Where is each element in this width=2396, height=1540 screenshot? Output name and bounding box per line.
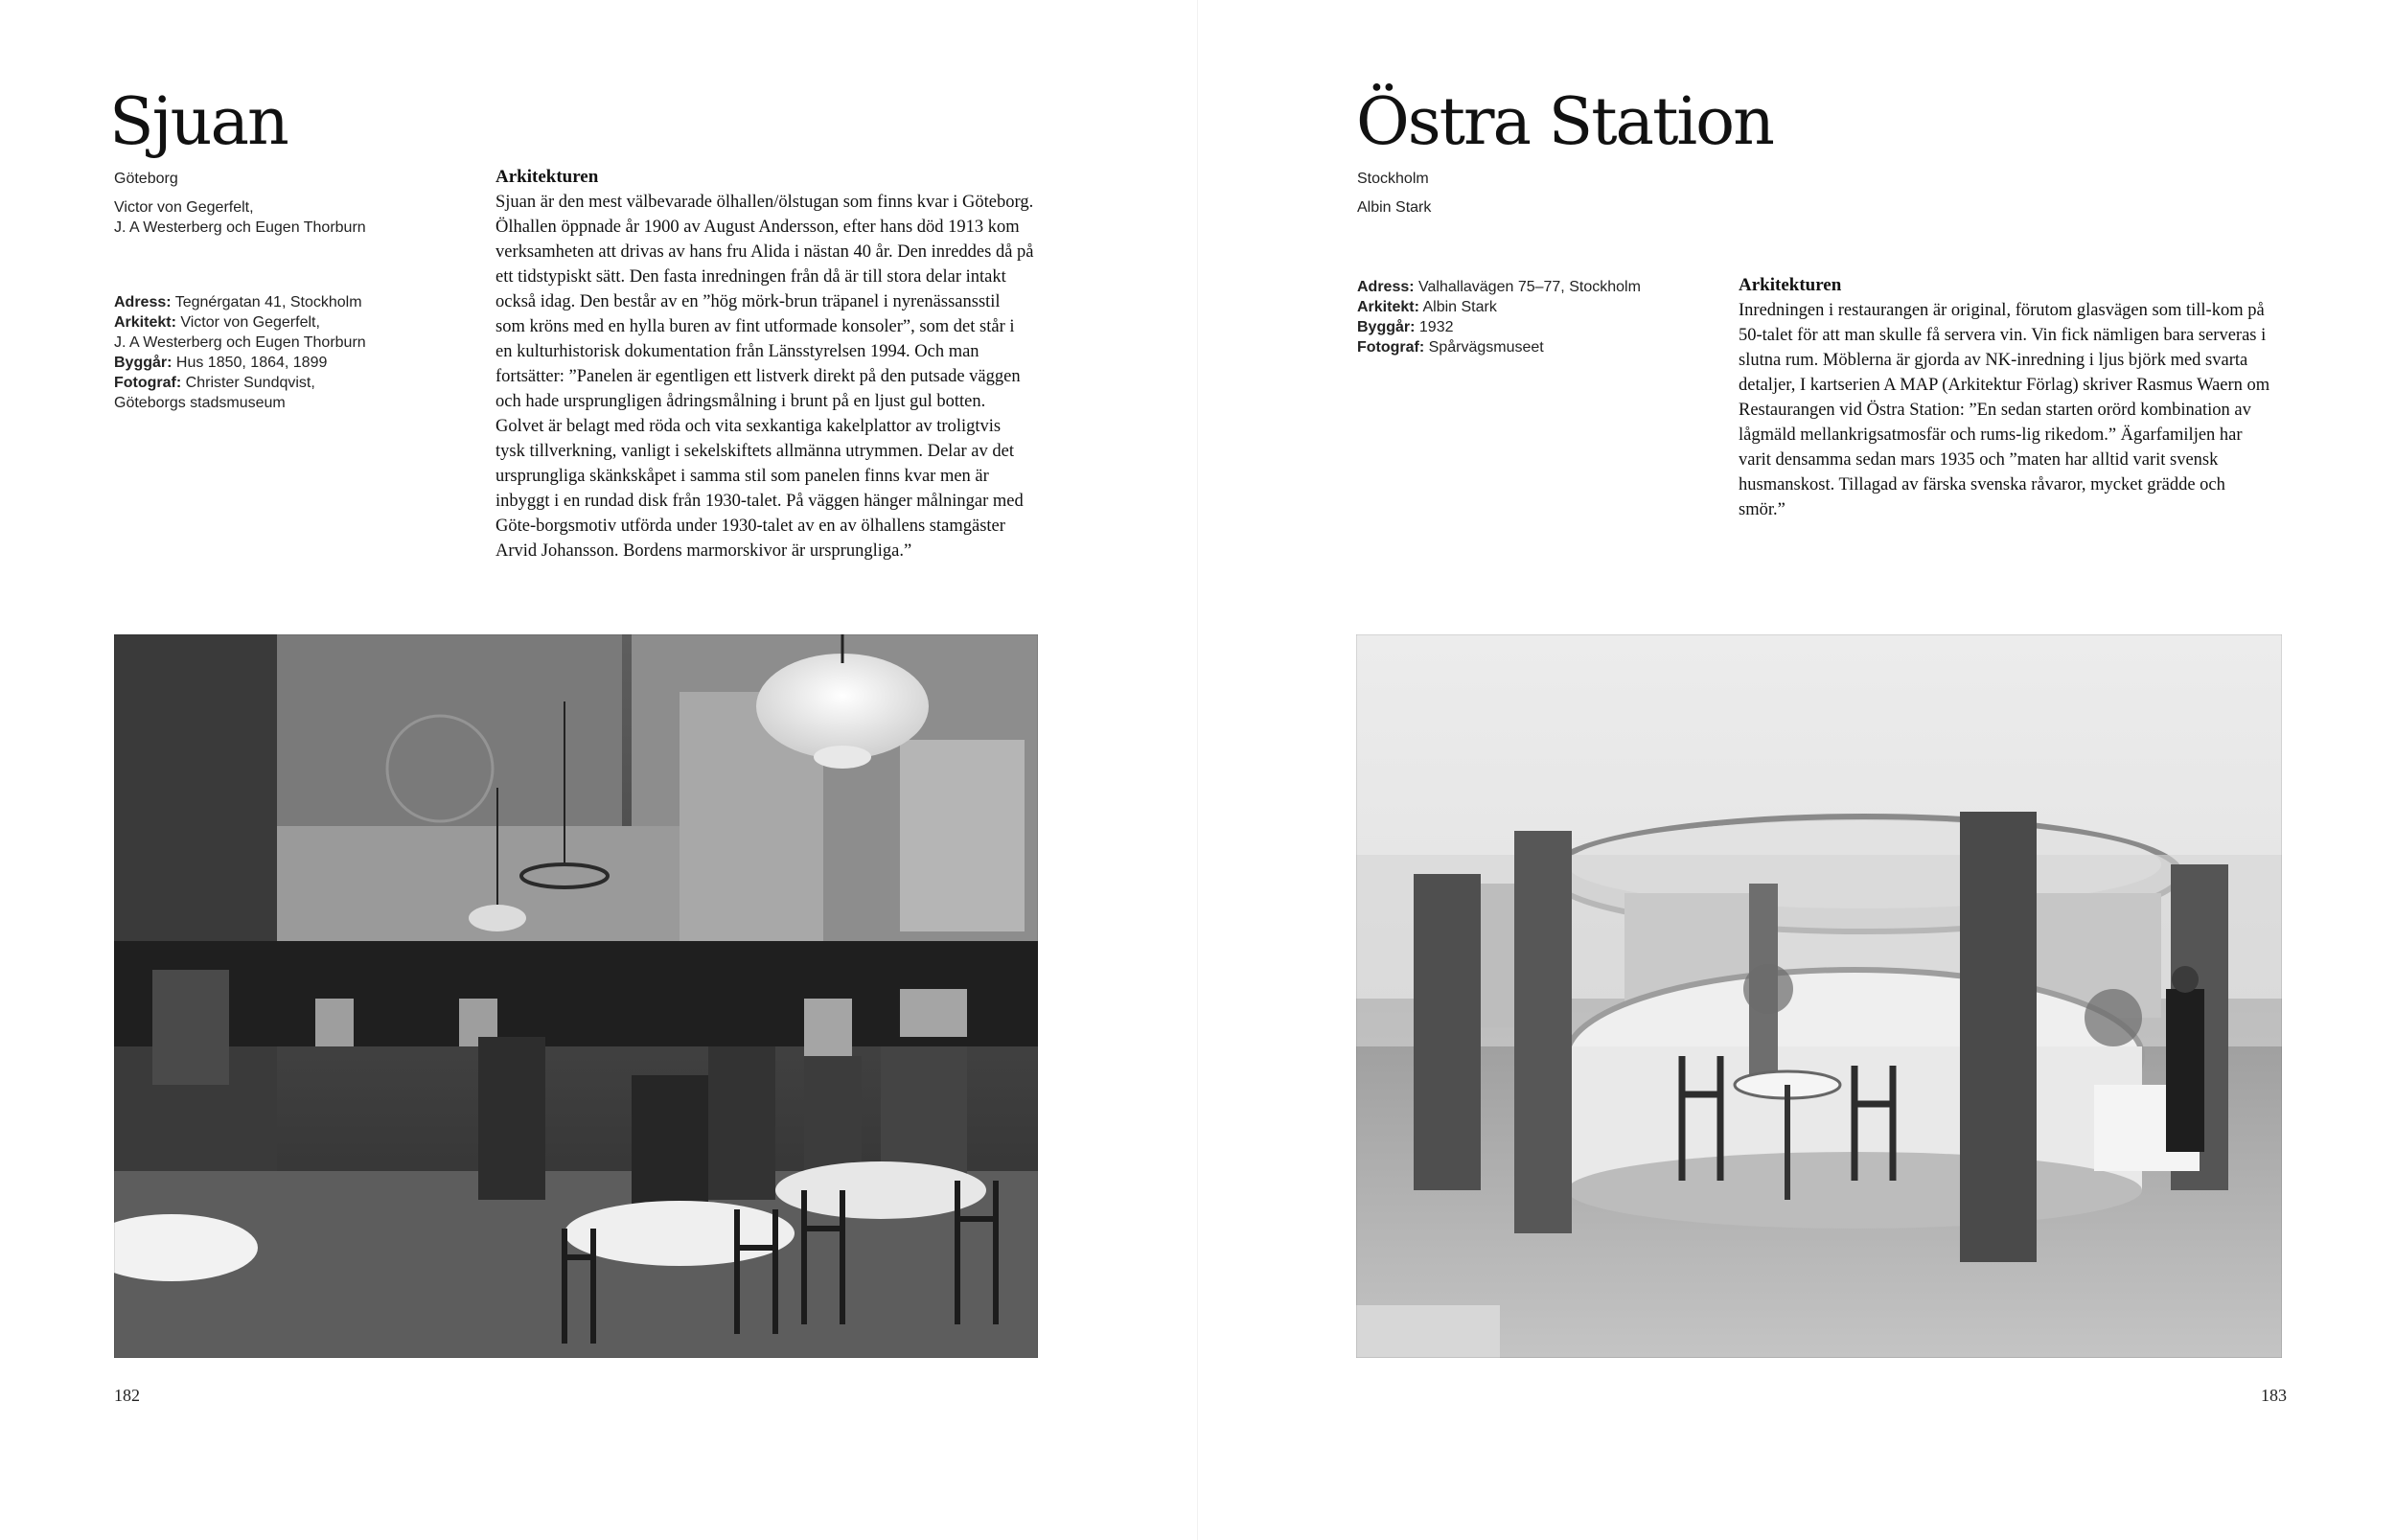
facts-block — [1357, 277, 1641, 357]
adress-row — [114, 292, 366, 312]
fotograf-label: Fotograf: — [1357, 339, 1425, 356]
architecture-heading: Arkitekturen — [1739, 275, 1842, 295]
arkitekt-value-2: J. A Westerberg och Eugen Thorburn — [114, 334, 366, 351]
adress-label: Adress: — [114, 294, 172, 310]
city-label: Göteborg — [114, 171, 178, 187]
byggar-value: Hus 1850, 1864, 1899 — [175, 355, 328, 371]
location-block — [114, 169, 366, 238]
architects-line-2: J. A Westerberg och Eugen Thorburn — [114, 219, 366, 236]
arkitekt-value: Albin Stark — [1422, 299, 1497, 315]
facts-block — [114, 292, 366, 413]
byggar-value: 1932 — [1418, 319, 1454, 335]
arkitekt-row — [1357, 297, 1641, 317]
photo-sjuan-drawing — [114, 634, 1038, 1358]
page-title: Östra Station — [1356, 84, 1773, 160]
photo-sjuan-interior — [114, 634, 1038, 1358]
arkitekt-row — [114, 312, 366, 333]
photo-ostra-station-interior — [1356, 634, 2282, 1358]
fotograf-row — [1357, 337, 1641, 357]
page-title: Sjuan — [109, 84, 288, 160]
byggar-label: Byggår: — [1357, 319, 1416, 335]
arkitekt-value: Victor von Gegerfelt, — [180, 314, 320, 331]
byggar-row — [114, 353, 366, 373]
architect-label: Albin Stark — [1357, 199, 1432, 216]
fotograf-value-2: Göteborgs stadsmuseum — [114, 395, 286, 411]
fotograf-label: Fotograf: — [114, 375, 182, 391]
page-number: 182 — [114, 1386, 140, 1405]
fotograf-row — [114, 373, 366, 393]
arkitekt-label: Arkitekt: — [1357, 299, 1419, 315]
page-number: 183 — [2261, 1386, 2287, 1405]
architecture-heading: Arkitekturen — [495, 167, 599, 187]
architecture-text: Sjuan är den mest välbevarade ölhallen/ölstugan som finns kvar i Göteborg. Ölhallen öppnade år 1900 av August Andersson, efter hans död 1913 kom verksamheten att drivas av hans fru Alida i nästan 40 år. Den inreddes då på ett tidstypiskt sätt. Den fasta inredningen från då är till stora delar intakt också idag. Den består av en ”hög mörk-brun träpanel i nyrenässansstil som kröns med en hylla buren av fint utformade konsoler”, som det står i en kulturhistorisk dokumentation från Länsstyrelsen 1994. Och man fortsätter: ”Panelen är egentligen ett listverk direkt på den putsade väggen och hade ursprungligen ådringsmålning i brunt på en ljust gul botten. Golvet är belagt med röda och vita sexkantiga kakelplattor av troligtvis tysk tillverkning, vanligt i sekelskiftets allmänna utrymmen. Delar av det ursprungliga skänkskåpet i samma stil som panelen finns kvar men är inbyggt i en rundad disk från 1930-talet. På väggen hänger målningar med Göte-borgsmotiv utförda under 1930-talet av en av ölhallens stamgäster Arvid Johansson. Bordens marmorskivor är ursprungliga.” — [495, 193, 1034, 561]
fotograf-value: Spårvägsmuseet — [1428, 339, 1544, 356]
location-block — [1357, 169, 1431, 218]
adress-value: Tegnérgatan 41, Stockholm — [174, 294, 362, 310]
architects-line-1: Victor von Gegerfelt, — [114, 199, 254, 216]
adress-label: Adress: — [1357, 279, 1415, 295]
adress-row — [1357, 277, 1641, 297]
photo-ostra-station-drawing — [1356, 634, 2282, 1358]
city-label: Stockholm — [1357, 171, 1429, 187]
page-right — [1198, 0, 2396, 1540]
byggar-label: Byggår: — [114, 355, 173, 371]
arkitekt-label: Arkitekt: — [114, 314, 176, 331]
architecture-text: Inredningen i restaurangen är original, förutom glasvägen som till-kom på 50-talet för att man skulle få servera vin. Vin fick nämligen bara serveras i slutna rum. Möblerna är gjorda av NK-inredning i ljus björk med svarta detaljer, I kartserien A MAP (Arkitektur Förlag) skriver Rasmus Waern om Restaurangen vid Östra Station: ”En sedan starten orörd kombination av lågmäld mellankrigsatmosfär och rums-lig rikedom.” Ägarfamiljen har varit densamma sedan mars 1935 och ”maten har alltid varit svensk husmanskost. Tillagad av färska svenska råvaror, mycket grädde och smör.” — [1739, 301, 2270, 519]
adress-value: Valhallavägen 75–77, Stockholm — [1418, 279, 1641, 295]
byggar-row — [1357, 317, 1641, 337]
fotograf-value: Christer Sundqvist, — [185, 375, 315, 391]
